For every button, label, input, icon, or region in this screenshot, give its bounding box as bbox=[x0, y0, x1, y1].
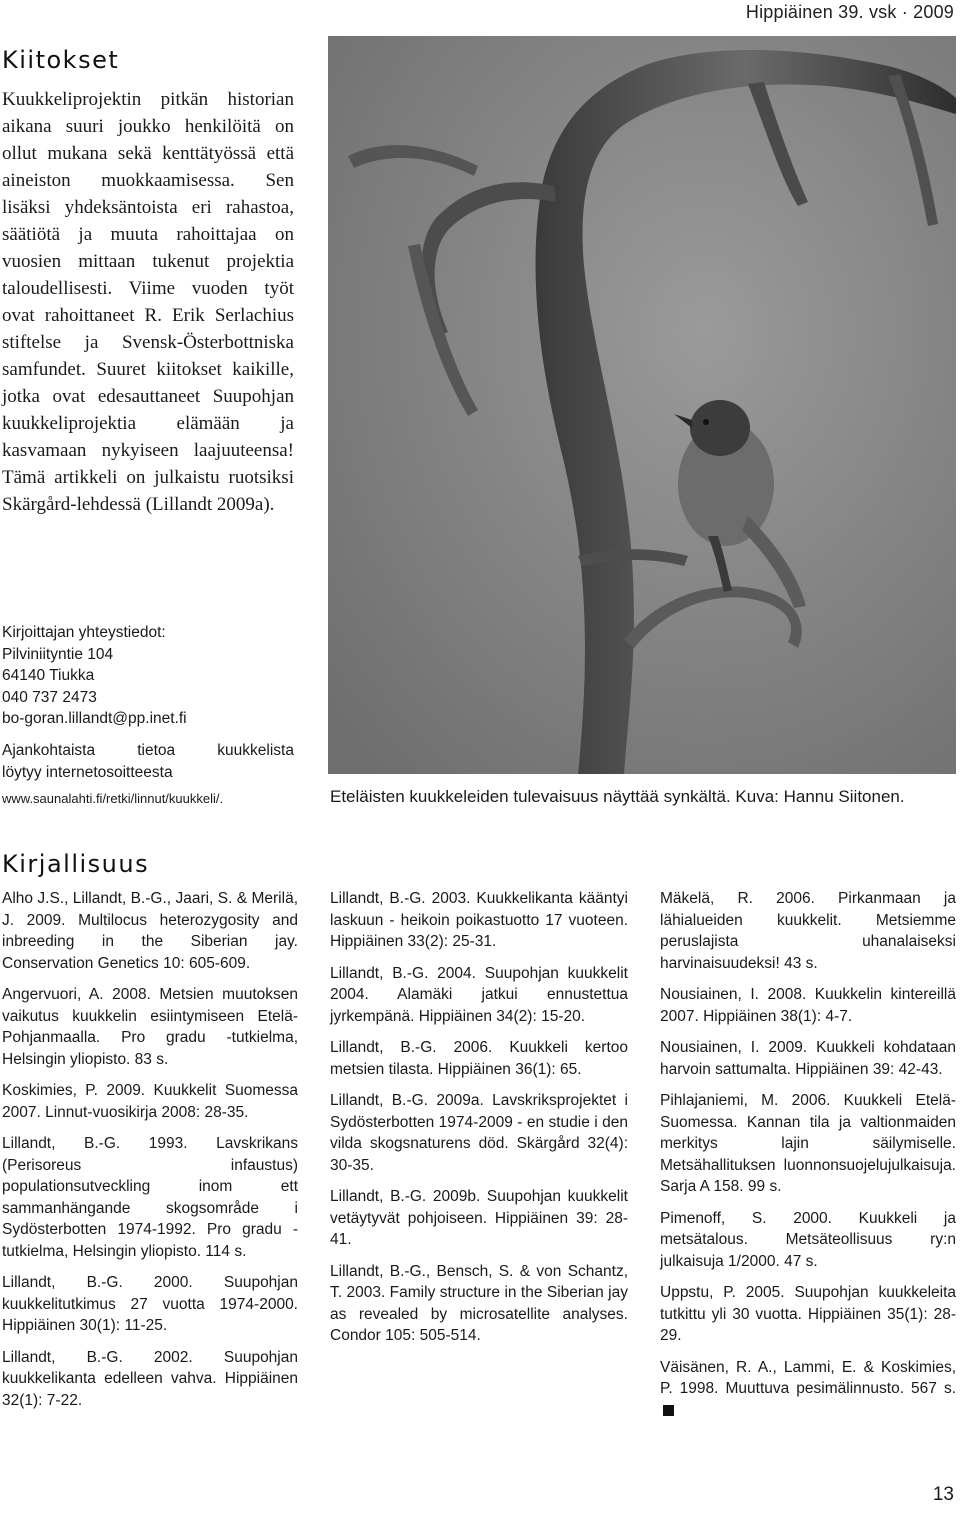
reference-item: Lillandt, B.-G. 2003. Kuukkelikanta kääntyi laskuun - heikoin poikastuotto 17 vuoteen. Hippiäinen 33(2): 25-31. bbox=[330, 890, 628, 950]
web-info-line-1: Ajankohtaista tietoa kuukkelista bbox=[2, 742, 294, 759]
reference-item: Koskimies, P. 2009. Kuukkelit Suomessa 2007. Linnut-vuosikirja 2008: 28-35. bbox=[2, 1082, 298, 1121]
page-number: 13 bbox=[932, 1484, 954, 1505]
reference-item: Angervuori, A. 2008. Metsien muutoksen vaikutus kuukkelin esiintymiseen Etelä-Pohjanmaalla. Pro gradu -tutkielma, Helsingin yliopisto. 83 s. bbox=[2, 986, 298, 1068]
contact-postal: 64140 Tiukka bbox=[2, 667, 95, 684]
end-of-article-square-icon bbox=[663, 1405, 674, 1416]
reference-item: Nousiainen, I. 2008. Kuukkelin kintereillä 2007. Hippiäinen 38(1): 4-7. bbox=[660, 986, 956, 1025]
web-info bbox=[2, 740, 294, 810]
reference-item: Lillandt, B.-G. 2006. Kuukkeli kertoo metsien tilasta. Hippiäinen 36(1): 65. bbox=[330, 1039, 628, 1078]
web-info-line-2: löytyy internetosoitteesta bbox=[2, 764, 173, 781]
photo-caption: Eteläisten kuukkeleiden tulevaisuus näyttää synkältä. Kuva: Hannu Siitonen. bbox=[330, 787, 905, 806]
reference-item: Lillandt, B.-G. 1993. Lavskrikans (Perisoreus infaustus) populationsutveckling inom ett sammanhängande skogsområde i Sydösterbotten 1974-1992. Pro gradu -tutkielma, Helsingin yliopisto. 114 s. bbox=[2, 1135, 298, 1260]
siberian-jay-photo bbox=[328, 36, 956, 774]
reference-item: Alho J.S., Lillandt, B.-G., Jaari, S. & Merilä, J. 2009. Multilocus heterozygosity and inbreeding in the Siberian jay. Conservation Genetics 10: 605-609. bbox=[2, 890, 298, 972]
reference-item: Pimenoff, S. 2000. Kuukkeli ja metsätalous. Metsäteollisuus ry:n julkaisuja 1/2000. 47 s. bbox=[660, 1209, 956, 1270]
contact-email: bo-goran.lillandt@pp.inet.fi bbox=[2, 710, 187, 727]
contact-address: Pilviniityntie 104 bbox=[2, 645, 114, 663]
reference-item: Lillandt, B.-G. 2009a. Lavskriksprojektet i Sydösterbotten 1974-2009 - en studie i den vilda skogsnaturens död. Skärgård 32(4): 30-35. bbox=[330, 1092, 628, 1174]
reference-item: Lillandt, B.-G. 2000. Suupohjan kuukkelitutkimus 27 vuotta 1974-2000. Hippiäinen 30(1): 11-25. bbox=[2, 1274, 298, 1334]
references-column-2 bbox=[330, 888, 628, 1357]
reference-item: Mäkelä, R. 2006. Pirkanmaan ja lähialueiden kuukkelit. Metsiemme peruslajista uhanalaiseksi harvinaisuudeksi! 43 s. bbox=[660, 890, 956, 972]
reference-item: Lillandt, B.-G., Bensch, S. & von Schantz, T. 2003. Family structure in the Siberian jay as revealed by microsatellite analyses. Condor 105: 505-514. bbox=[330, 1262, 628, 1344]
running-header: Hippiäinen 39. vsk · 2009 bbox=[745, 2, 954, 22]
reference-item: Pihlajaniemi, M. 2006. Kuukkeli Etelä-Suomessa. Kannan tila ja valtionmaiden merkitys lajin säilymiselle. Metsähallituksen luonnonsuojelujulkaisuja. Sarja A 158. 99 s. bbox=[660, 1092, 956, 1195]
thanks-heading: Kiitokset bbox=[2, 46, 120, 74]
reference-item: Lillandt, B.-G. 2009b. Suupohjan kuukkelit vetäytyvät pohjoiseen. Hippiäinen 39: 28-41. bbox=[330, 1188, 628, 1248]
thanks-body: Kuukkeliprojektin pitkän historian aikana suuri joukko henkilöitä on ollut mukana sekä kenttätyössä että aineiston muokkaamisessa. Sen lisäksi yhdeksäntoista eri rahastoa, säätiötä ja muuta rahoittajaa on vuosien mittaan tukenut projektia taloudellisesti. Viime vuoden työt ovat rahoittaneet R. Erik Serlachius stiftelse ja Svensk-Österbottniska samfundet. Suuret kiitokset kaikille, jotka ovat edesauttaneet Suupohjan kuukkeliprojektia elämään ja kasvamaan nykyiseen laajuuteensa! Tämä artikkeli on julkaistu ruotsiksi Skärgård-lehdessä (Lillandt 2009a). bbox=[2, 89, 294, 515]
contact-phone: 040 737 2473 bbox=[2, 688, 97, 706]
contact-heading: Kirjoittajan yhteystiedot: bbox=[2, 624, 166, 641]
reference-item: Lillandt, B.-G. 2004. Suupohjan kuukkelit 2004. Alamäki jatkui ennustettua jyrkempänä. Hippiäinen 34(2): 15-20. bbox=[330, 964, 628, 1025]
literature-heading: Kirjallisuus bbox=[2, 850, 150, 878]
references-column-3 bbox=[660, 888, 956, 1431]
reference-item: Uppstu, P. 2005. Suupohjan kuukkeleita tutkittu yli 30 vuotta. Hippiäinen 35(1): 28-29. bbox=[660, 1284, 956, 1344]
author-contact bbox=[2, 622, 294, 730]
reference-item: Nousiainen, I. 2009. Kuukkeli kohdataan harvoin sattumalta. Hippiäinen 39: 42-43. bbox=[660, 1039, 956, 1078]
reference-text: Väisänen, R. A., Lammi, E. & Koskimies, P. 1998. Muuttuva pesimälinnusto. 567 s. bbox=[660, 1358, 956, 1397]
references-column-1 bbox=[2, 888, 298, 1421]
web-url[interactable]: www.saunalahti.fi/retki/linnut/kuukkeli/. bbox=[2, 791, 224, 806]
reference-item-last bbox=[660, 1357, 956, 1422]
reference-item: Lillandt, B.-G. 2002. Suupohjan kuukkelikanta edelleen vahva. Hippiäinen 32(1): 7-22. bbox=[2, 1348, 298, 1409]
